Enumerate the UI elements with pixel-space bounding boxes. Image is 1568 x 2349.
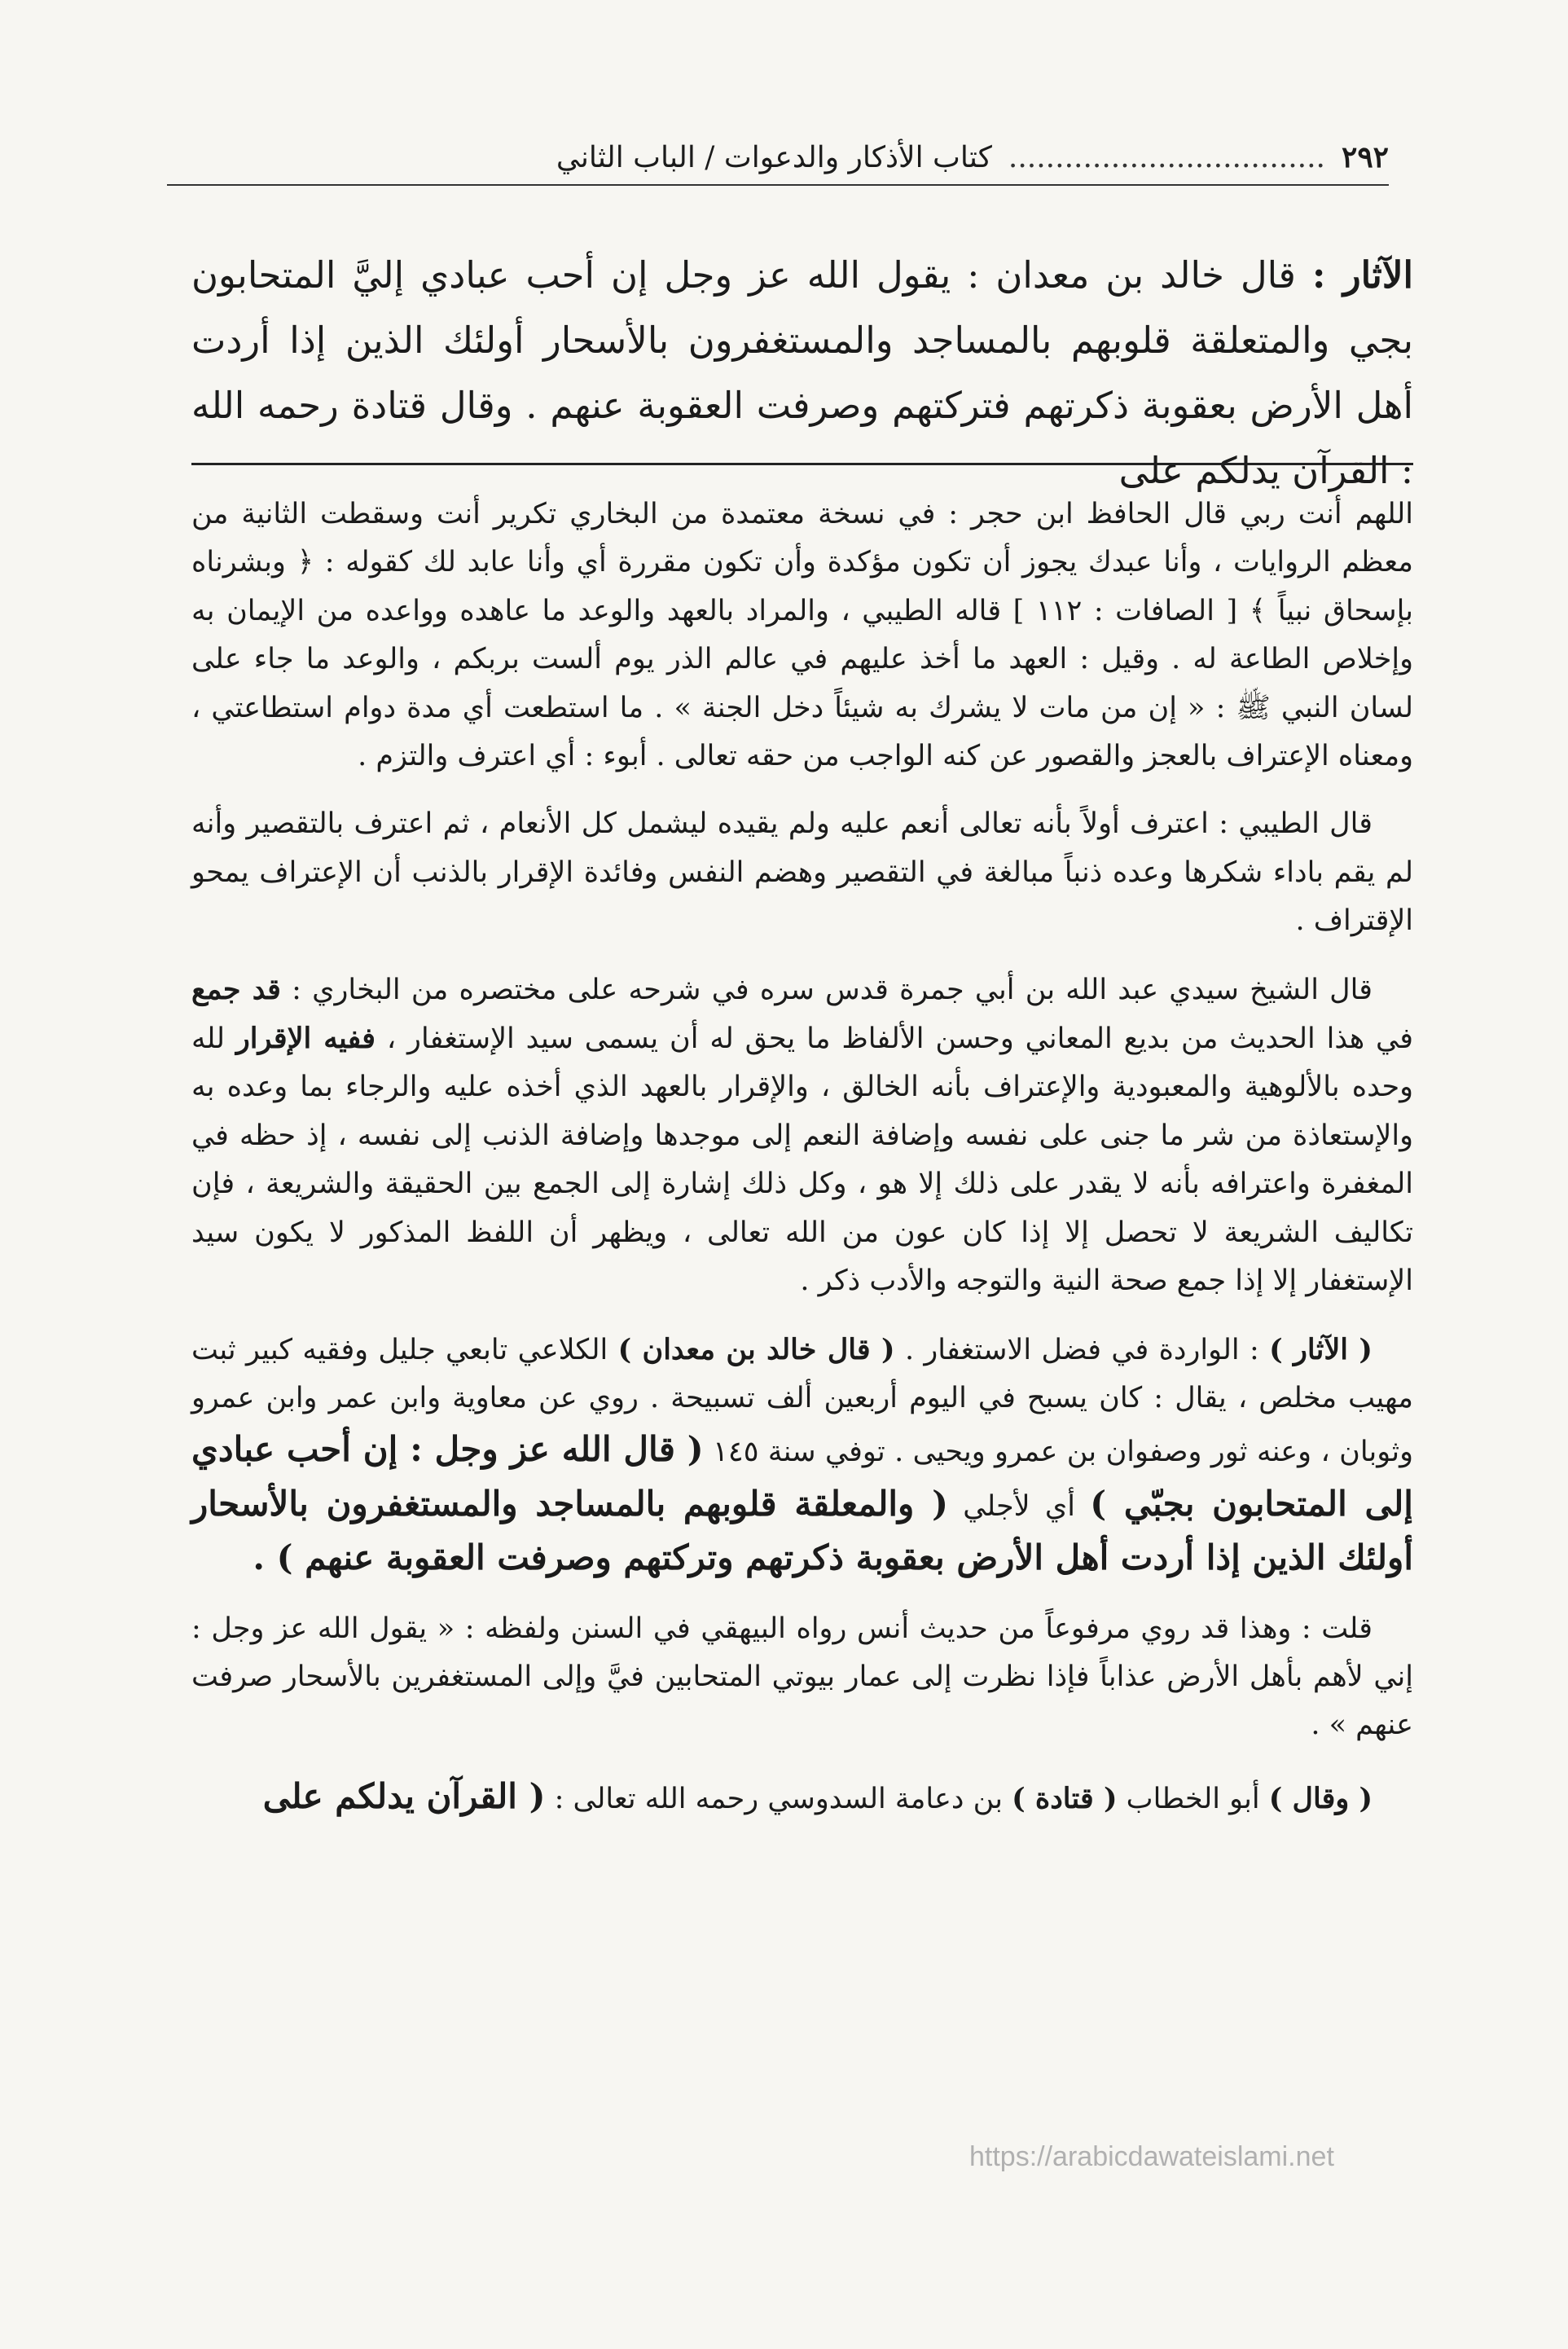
commentary-paragraph-1 xyxy=(191,490,1413,781)
chapter-title: كتاب الأذكار والدعوات / الباب الثاني xyxy=(556,141,992,174)
paragraph-6-text-2: بن دعامة السدوسي رحمه الله تعالى : xyxy=(554,1782,1003,1815)
header-leader-dots: .................................. xyxy=(1008,141,1325,174)
paragraph-4-quoted-text-1: ( قال الله عز وجل : إن أحب عبادي إلى المتحابون بجبّي ) xyxy=(191,1429,1413,1524)
paragraph-6-bold-1: ( وقال ) xyxy=(1268,1781,1373,1815)
website-watermark: https://arabicdawateislami.net xyxy=(969,2141,1334,2172)
paragraph-3-middle: في هذا الحديث من بديع المعاني وحسن الألفاظ ما يحق له أن يسمى سيد الإستغفار ، xyxy=(386,1023,1413,1056)
paragraph-6-text-1: أبو الخطاب xyxy=(1126,1782,1260,1815)
paragraph-4-text-2: الكلاعي تابعي جليل وفقيه كبير ثبت مهيب مخلص ، يقال : كان يسبح في اليوم أربعين ألف تسبيحة . روي عن معاوية وابن عمر وابن عمرو وثوبان ، وعنه ثور وصفوان بن عمرو ويحيى . توفي سنة ١٤٥ xyxy=(191,1333,1413,1469)
main-text-body: قال خالد بن معدان : يقول الله عز وجل إن أحب عبادي إليَّ المتحابون بجي والمتعلقة قلوبهم بالمساجد والمستغفرون بالأسحار أولئك الذين إذا أردت أهل الأرض بعقوبة ذكرتهم فتركتهم وصرفت العقوبة عنهم . وقال قتادة رحمه الله : القرآن يدلكم على xyxy=(191,253,1413,492)
commentary-paragraph-2-text: قال الطيبي : اعترف أولاً بأنه تعالى أنعم عليه ولم يقيده ليشمل كل الأنعام ، ثم اعترف بالتقصير وأنه لم يقم باداء شكرها وعده ذنباً مبالغة في التقصير وهضم النفس وفائدة الإقرار بالذنب أن الإعتراف يمحو الإقتراف . xyxy=(191,807,1413,938)
paragraph-4-quoted-text-2: ( والمعلقة قلوبهم بالمساجد والمستغفرون بالأسحار أولئك الذين إذا أردت أهل الأرض بعقوبة ذكرتهم وتركتهم وصرفت العقوبة عنهم ) . xyxy=(191,1483,1413,1578)
paragraph-4-text-3: أي لأجلي xyxy=(963,1489,1076,1523)
paragraph-3-emphasis-2: ففيه الإقرار xyxy=(235,1022,376,1056)
commentary-paragraph-3 xyxy=(191,966,1413,1306)
paragraph-4-text-1: : الواردة في فضل الاستغفار . xyxy=(904,1333,1259,1366)
commentary-paragraph-5-text: قلت : وهذا قد روي مرفوعاً من حديث أنس رواه البيهقي في السنن ولفظه : « يقول الله عز وجل : إني لأهم بأهل الأرض عذاباً فإذا نظرت إلى عمار بيوتي المتحابين فيَّ وإلى المستغفرين بالأسحار صرفت عنهم » . xyxy=(191,1612,1413,1742)
paragraph-4-quote-name: ( قال خالد بن معدان ) xyxy=(617,1332,895,1366)
commentary-paragraph-4 xyxy=(191,1326,1413,1586)
paragraph-3-end: لله وحده بالألوهية والمعبودية والإعتراف بأنه الخالق ، والإقرار بالعهد الذي أخذه عليه والرجاء بما وعده به والإستعاذة من شر ما جنى على نفسه وإضافة النعم إلى موجدها وإضافة الذنب إلى نفسه ، إذ حظه في المغفرة واعترافه بأنه لا يقدر على ذلك إلا هو ، وكل ذلك إشارة إلى الجمع بين الحقيقة والشريعة ، فإن تكاليف الشريعة لا تحصل إلا إذا كان عون من الله تعالى ، ويظهر أن اللفظ المذكور لا يكون سيد الإستغفار إلا إذا جمع صحة النية والتوجه والأدب ذكر . xyxy=(191,1023,1413,1298)
commentary-paragraph-6 xyxy=(191,1770,1413,1823)
paragraph-4-heading: ( الآثار ) xyxy=(1269,1332,1373,1366)
commentary-paragraph-5 xyxy=(191,1605,1413,1750)
paragraph-3-intro: قال الشيخ سيدي عبد الله بن أبي جمرة قدس سره في شرحه على مختصره من البخاري : xyxy=(292,973,1373,1006)
paragraph-6-quoted-text: ( القرآن يدلكم على xyxy=(262,1775,546,1816)
paragraph-3-emphasis-1: قد جمع xyxy=(191,972,281,1006)
paragraph-6-bold-2: ( قتادة ) xyxy=(1012,1781,1118,1815)
section-lead: الآثار : xyxy=(1311,253,1414,297)
commentary-paragraph-1-text: اللهم أنت ربي قال الحافظ ابن حجر : في نسخة معتمدة من البخاري تكرير أنت وسقطت الثانية من معظم الروايات ، وأنا عبدك يجوز أن تكون مؤكدة وأن تكون مقررة أي وأنا عابد لك كقوله : ﴿ وبشرناه بإسحاق نبياً ﴾ [ الصافات : ١١٢ ] قاله الطيبي ، والمراد بالعهد والوعد ما عاهده وواعده من الإيمان به وإخلاص الطاعة له . وقيل : العهد ما أخذ عليهم في عالم الذر يوم ألست بربكم ، والوعد ما جاء على لسان النبي ﷺ : « إن من مات لا يشرك به شيئاً دخل الجنة » . ما استطعت أي مدة دوام استطاعتي ، ومعناه الإعتراف بالعجز والقصور عن كنه الواجب من حقه تعالى . أبوء : أي اعترف والتزم . xyxy=(191,498,1413,773)
text-separator-rule xyxy=(191,463,1413,465)
running-header xyxy=(167,130,1389,186)
commentary-block xyxy=(191,490,1413,1843)
page-number: ٢٩٢ xyxy=(1341,140,1389,174)
commentary-paragraph-2 xyxy=(191,800,1413,945)
